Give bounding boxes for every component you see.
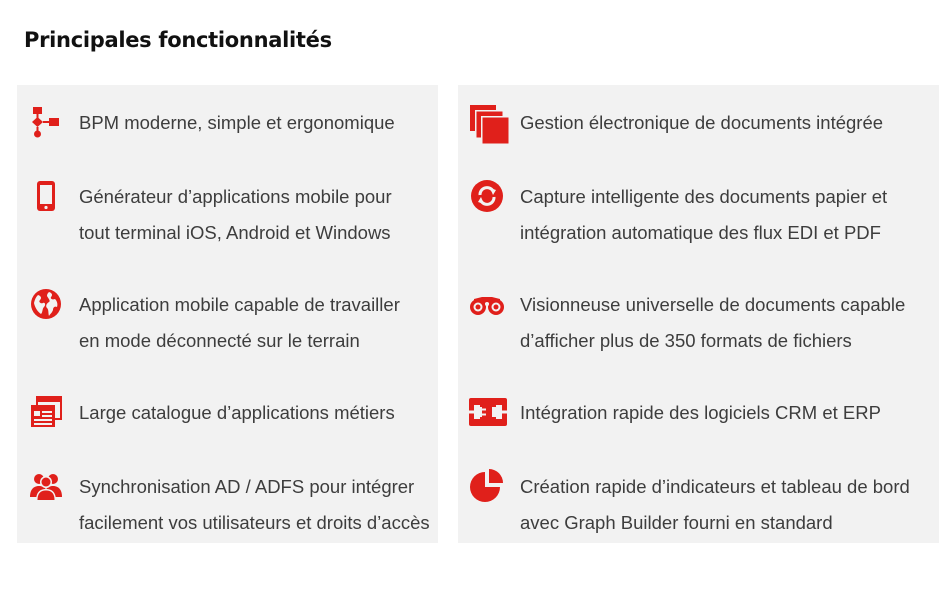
feature-line-1: Capture intelligente des documents papier et bbox=[520, 186, 888, 207]
feature-line-1: Intégration rapide des logiciels CRM et ERP bbox=[520, 402, 881, 423]
feature-line-1: Large catalogue d’applications métiers bbox=[79, 402, 395, 423]
feature-line-2: facilement vos utilisateurs et droits d’accès bbox=[79, 512, 430, 533]
feature-text bbox=[520, 287, 935, 359]
feature-line-2: avec Graph Builder fourni en standard bbox=[520, 512, 833, 533]
pie-chart-icon bbox=[470, 469, 504, 503]
feature-text bbox=[79, 287, 434, 359]
mobile-phone-icon bbox=[29, 179, 63, 213]
features-panel-right bbox=[458, 85, 939, 543]
feature-text bbox=[79, 105, 434, 141]
feature-line-2: en mode déconnecté sur le terrain bbox=[79, 330, 360, 351]
feature-line-1: Application mobile capable de travailler bbox=[79, 294, 400, 315]
section-title: Principales fonctionnalités bbox=[24, 28, 332, 52]
documents-stack-icon bbox=[468, 103, 510, 145]
plug-icon bbox=[468, 395, 508, 429]
binoculars-icon bbox=[468, 287, 506, 321]
users-icon bbox=[29, 469, 63, 503]
feature-text bbox=[520, 179, 935, 251]
feature-line-1: Visionneuse universelle de documents capable bbox=[520, 294, 906, 315]
feature-line-1: Synchronisation AD / ADFS pour intégrer bbox=[79, 476, 415, 497]
refresh-icon bbox=[470, 179, 504, 213]
feature-line-1: BPM moderne, simple et ergonomique bbox=[79, 112, 395, 133]
feature-line-2: intégration automatique des flux EDI et PDF bbox=[520, 222, 881, 243]
feature-text bbox=[520, 105, 935, 141]
feature-line-1: Gestion électronique de documents intégrée bbox=[520, 112, 884, 133]
globe-icon bbox=[29, 287, 63, 321]
feature-text bbox=[520, 395, 935, 431]
feature-line-1: Générateur d’applications mobile pour bbox=[79, 186, 392, 207]
feature-line-2: d’afficher plus de 350 formats de fichiers bbox=[520, 330, 852, 351]
app-catalog-icon bbox=[29, 395, 63, 429]
feature-text bbox=[79, 179, 434, 251]
flowchart-icon bbox=[29, 105, 63, 139]
feature-line-2: tout terminal iOS, Android et Windows bbox=[79, 222, 391, 243]
feature-text bbox=[520, 469, 935, 541]
features-panel-left bbox=[17, 85, 438, 543]
feature-line-1: Création rapide d’indicateurs et tableau de bord bbox=[520, 476, 910, 497]
feature-text bbox=[79, 395, 434, 431]
feature-text bbox=[79, 469, 434, 541]
